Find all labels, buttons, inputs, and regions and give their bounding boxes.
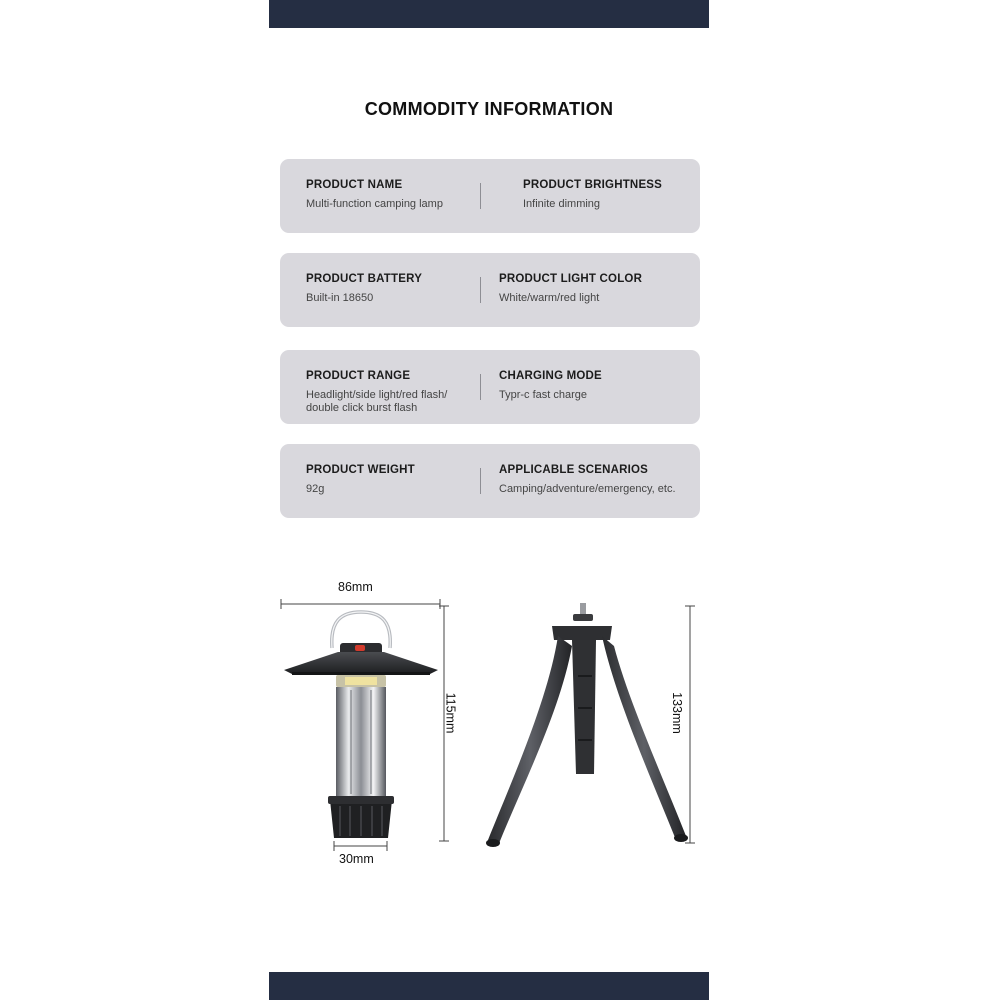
spec-value: Typr-c fast charge	[499, 389, 588, 401]
spec-value: Headlight/side light/red flash/ double click burst flash	[306, 389, 448, 414]
spec-value: Multi-function camping lamp	[306, 198, 443, 210]
spec-label: PRODUCT NAME	[306, 179, 403, 191]
section-title: COMMODITY INFORMATION	[364, 99, 614, 119]
lamp-base-label: 30mm	[339, 852, 374, 866]
spec-label: CHARGING MODE	[499, 370, 602, 382]
lamp-width-dimension	[281, 599, 440, 609]
spec-label: PRODUCT BATTERY	[306, 273, 423, 285]
spec-value: White/warm/red light	[499, 292, 600, 304]
spec-label: PRODUCT BRIGHTNESS	[523, 179, 663, 191]
spec-value: Infinite dimming	[523, 198, 601, 210]
spec-value: Camping/adventure/emergency, etc.	[499, 483, 676, 495]
lamp-height-label: 115mm	[443, 692, 458, 734]
spec-label: APPLICABLE SCENARIOS	[499, 464, 649, 476]
tripod-height-dimension	[685, 606, 695, 843]
spec-label: PRODUCT LIGHT COLOR	[499, 273, 643, 285]
spec-label: PRODUCT WEIGHT	[306, 464, 415, 476]
lamp-width-label: 86mm	[338, 580, 373, 594]
spec-value: Built-in 18650	[306, 292, 374, 304]
tripod-height-label: 133mm	[669, 692, 684, 734]
spec-label: PRODUCT RANGE	[306, 370, 411, 382]
tripod-image	[486, 603, 688, 847]
camping-lamp-image	[284, 612, 438, 838]
lamp-base-dimension	[334, 841, 387, 851]
spec-value: 92g	[306, 483, 325, 495]
